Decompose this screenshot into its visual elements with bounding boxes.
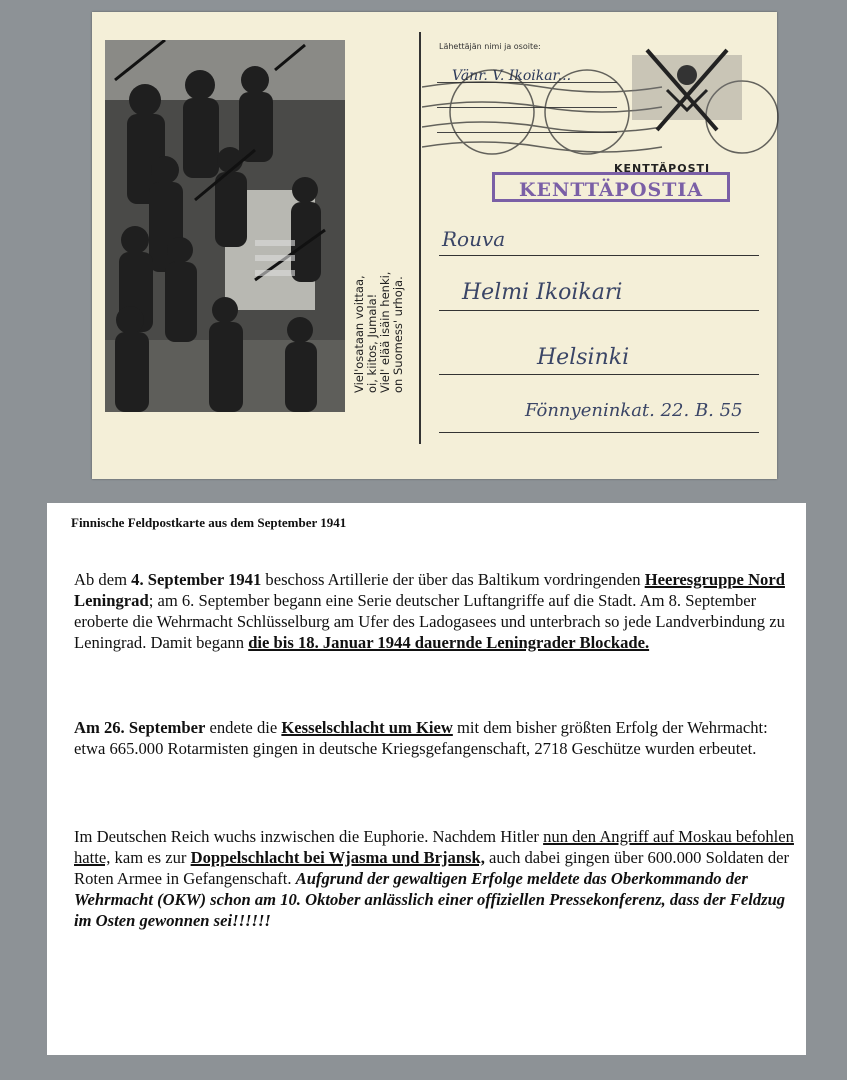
address-street: Fönnyeninkat. 22. B. 55	[525, 400, 743, 421]
address-salutation: Rouva	[442, 227, 506, 251]
poem-text: Viel'osataan voittaa, oi, kiitos, Jumala! Viel' elää isäin henki, on Suomess' urhoja.	[352, 271, 405, 393]
address-line	[439, 374, 759, 375]
sender-label: Lähettäjän nimi ja osoite:	[439, 42, 541, 51]
description-sheet	[47, 503, 806, 1055]
poem-verse	[354, 57, 404, 417]
field-post-label: KENTTÄPOSTI	[614, 162, 711, 175]
field-postcard	[92, 12, 777, 479]
sender-handwriting: Vänr. V. Ikoikar...	[452, 68, 572, 84]
address-city: Helsinki	[537, 345, 630, 370]
field-post-emblem	[632, 40, 742, 140]
paragraph-kiev: Am 26. September endete die Kesselschlacht um Kiew mit dem bisher größten Erfolg der Wehrmacht: etwa 665.000 Rotarmisten gingen in deutsche Kriegsgefangenschaft, 2718 Geschütze wurden erbeutet.	[74, 718, 768, 758]
center-divider	[419, 32, 421, 444]
address-name: Helmi Ikoikari	[462, 280, 623, 305]
paragraph-moscow: Im Deutschen Reich wuchs inzwischen die Euphorie. Nachdem Hitler nun den Angriff auf Moskau befohlen hatte, kam es zur Doppelschlacht bei Wjasma und Brjansk, auch dabei gingen über 600.000 Soldaten der Roten Armee in Gefangenschaft. Aufgrund der gewaltigen Erfolge meldete das Oberkommando der Wehrmacht (OKW) schon am 10. Oktober anlässlich einer offiziellen Pressekonferenz, dass der Feldzug im Osten gewonnen sei!!!!!!	[74, 827, 794, 930]
address-line	[439, 255, 759, 256]
soldiers-photo	[105, 40, 345, 412]
note-title: Finnische Feldpostkarte aus dem September 1941	[71, 515, 347, 530]
address-line	[439, 310, 759, 311]
address-line	[439, 432, 759, 433]
violet-field-post-stamp: KENTTÄPOSTIA	[492, 172, 730, 202]
paragraph-leningrad: Ab dem 4. September 1941 beschoss Artillerie der über das Baltikum vordringenden Heeresgruppe Nord Leningrad; am 6. September begann eine Serie deutscher Luftangriffe auf die Stadt. Am 8. September eroberte die Wehrmacht Schlüsselburg am Ufer des Ladogasees und unterbrach so jede Landverbindung zu Leningrad. Damit begann die bis 18. Januar 1944 dauernde Leningrader Blockade.	[74, 570, 785, 652]
